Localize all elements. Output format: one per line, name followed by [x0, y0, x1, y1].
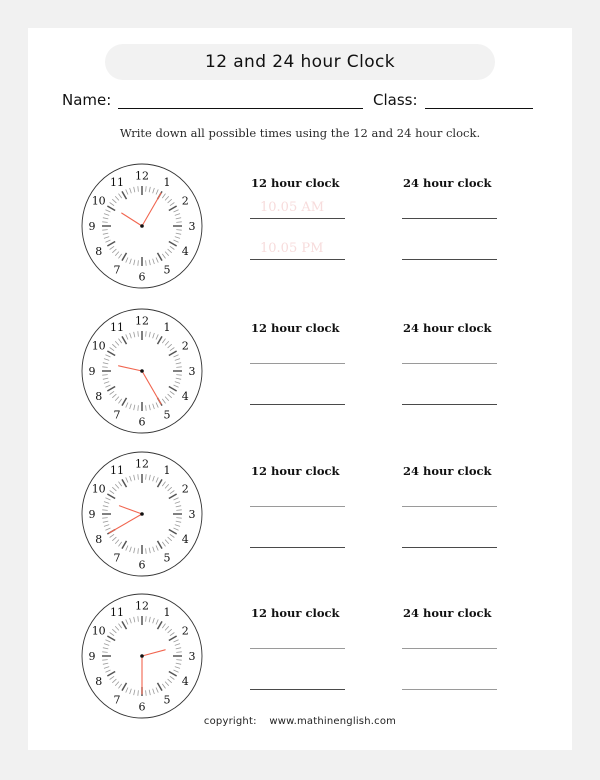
clock-numeral: 11 — [110, 321, 124, 335]
clock-widget — [78, 448, 210, 580]
copyright-label: copyright: — [203, 716, 257, 727]
clock-numeral: 6 — [138, 700, 146, 714]
clock-question-row — [28, 590, 572, 730]
clock-numeral: 5 — [163, 263, 171, 277]
column-header-12-hour: 12 hour clock — [251, 464, 340, 478]
clock-numeral: 6 — [138, 558, 146, 572]
clock-numeral: 4 — [181, 533, 189, 547]
clock-numeral: 7 — [113, 263, 121, 277]
worksheet-sheet — [28, 28, 572, 750]
clock-numeral: 4 — [181, 675, 189, 689]
clock-numeral: 5 — [163, 408, 171, 422]
answer-line-12-hour-pm[interactable] — [250, 259, 345, 260]
clock-numeral: 7 — [113, 551, 121, 565]
clock-question-row — [28, 448, 572, 588]
clock-numeral: 12 — [135, 314, 149, 328]
clock-center-pin — [140, 654, 144, 658]
answer-line-12-hour-am[interactable] — [250, 648, 345, 649]
clock-numeral: 8 — [95, 245, 103, 259]
column-header-24-hour: 24 hour clock — [403, 606, 492, 620]
clock-numeral: 8 — [95, 533, 103, 547]
clock-numeral: 9 — [88, 649, 96, 663]
clock-numeral: 9 — [88, 364, 96, 378]
answer-line-24-hour-first[interactable] — [402, 506, 497, 507]
clock-widget — [78, 590, 210, 722]
clock-numeral: 3 — [188, 219, 196, 233]
clock-numeral: 3 — [188, 364, 196, 378]
page-title: 12 and 24 hour Clock — [205, 52, 395, 72]
answer-line-24-hour-second[interactable] — [402, 404, 497, 405]
clock-numeral: 6 — [138, 415, 146, 429]
clock-center-pin — [140, 224, 144, 228]
answer-line-12-hour-pm[interactable] — [250, 404, 345, 405]
clock-numeral: 10 — [91, 624, 106, 638]
clock-numeral: 1 — [163, 176, 171, 190]
column-header-12-hour: 12 hour clock — [251, 176, 340, 190]
clock-numeral: 2 — [181, 624, 189, 638]
answer-line-24-hour-first[interactable] — [402, 218, 497, 219]
answer-line-24-hour-first[interactable] — [402, 363, 497, 364]
clock-face — [78, 448, 210, 580]
clock-numeral: 3 — [188, 507, 196, 521]
clock-numeral: 4 — [181, 390, 189, 404]
answer-line-24-hour-second[interactable] — [402, 689, 497, 690]
clock-widget — [78, 305, 210, 437]
clock-numeral: 1 — [163, 321, 171, 335]
answer-line-24-hour-second[interactable] — [402, 547, 497, 548]
clock-numeral: 9 — [88, 219, 96, 233]
clock-numeral: 3 — [188, 649, 196, 663]
class-label: Class: — [373, 91, 418, 109]
answer-line-12-hour-am[interactable] — [250, 363, 345, 364]
clock-numeral: 2 — [181, 482, 189, 496]
clock-numeral: 10 — [91, 339, 106, 353]
clock-numeral: 5 — [163, 551, 171, 565]
answer-line-24-hour-first[interactable] — [402, 648, 497, 649]
clock-numeral: 2 — [181, 339, 189, 353]
clock-question-row — [28, 305, 572, 445]
prefilled-answer-pm: 10.05 PM — [260, 241, 324, 256]
instruction-text: Write down all possible times using the 12 and 24 hour clock. — [119, 126, 481, 140]
clock-numeral: 11 — [110, 606, 124, 620]
clock-numeral: 2 — [181, 194, 189, 208]
clock-numeral: 7 — [113, 693, 121, 707]
clock-numeral: 10 — [91, 194, 106, 208]
answer-line-12-hour-am[interactable] — [250, 506, 345, 507]
column-header-12-hour: 12 hour clock — [251, 321, 340, 335]
clock-numeral: 10 — [91, 482, 106, 496]
clock-numeral: 5 — [163, 693, 171, 707]
prefilled-answer-am: 10.05 AM — [260, 200, 325, 215]
clock-numeral: 4 — [181, 245, 189, 259]
clock-face — [78, 590, 210, 722]
name-label: Name: — [62, 91, 112, 109]
clock-numeral: 12 — [135, 169, 149, 183]
clock-numeral: 8 — [95, 675, 103, 689]
clock-numeral: 6 — [138, 270, 146, 284]
column-header-24-hour: 24 hour clock — [403, 321, 492, 335]
clock-numeral: 12 — [135, 599, 149, 613]
column-header-12-hour: 12 hour clock — [251, 606, 340, 620]
title-banner — [105, 44, 495, 80]
clock-numeral: 11 — [110, 464, 124, 478]
clock-numeral: 7 — [113, 408, 121, 422]
answer-line-12-hour-am[interactable] — [250, 218, 345, 219]
clock-numeral: 1 — [163, 606, 171, 620]
clock-numeral: 8 — [95, 390, 103, 404]
answer-line-12-hour-pm[interactable] — [250, 689, 345, 690]
clock-numeral: 1 — [163, 464, 171, 478]
clock-face — [78, 160, 210, 292]
answer-line-12-hour-pm[interactable] — [250, 547, 345, 548]
column-header-24-hour: 24 hour clock — [403, 176, 492, 190]
footer — [28, 716, 572, 727]
clock-face — [78, 305, 210, 437]
class-input-line[interactable] — [425, 108, 533, 109]
clock-question-row — [28, 160, 572, 300]
column-header-24-hour: 24 hour clock — [403, 464, 492, 478]
name-input-line[interactable] — [118, 108, 363, 109]
answer-line-24-hour-second[interactable] — [402, 259, 497, 260]
clock-center-pin — [140, 512, 144, 516]
clock-widget — [78, 160, 210, 292]
clock-numeral: 12 — [135, 457, 149, 471]
clock-numeral: 9 — [88, 507, 96, 521]
clock-numeral: 11 — [110, 176, 124, 190]
clock-center-pin — [140, 369, 144, 373]
website-link[interactable]: www.mathinenglish.com — [269, 716, 397, 727]
